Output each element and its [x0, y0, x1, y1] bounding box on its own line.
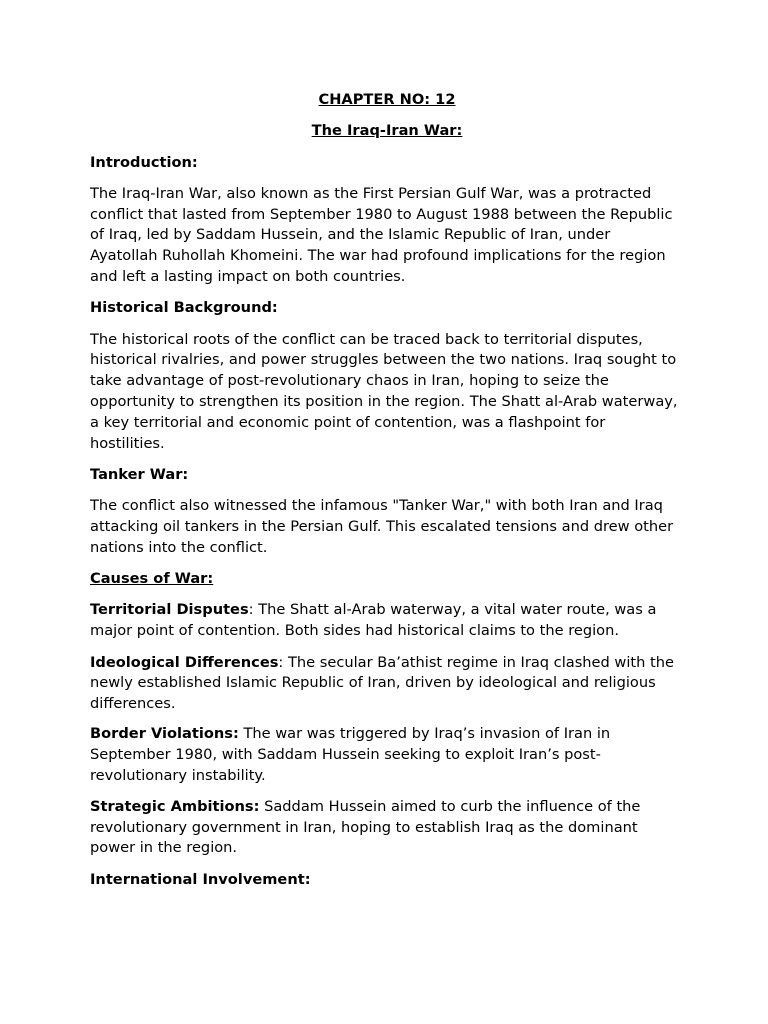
cause-term: Ideological Differences — [90, 653, 279, 671]
historical-background-heading: Historical Background: — [90, 299, 278, 317]
introduction-paragraph: The Iraq-Iran War, also known as the First Persian Gulf War, was a protracted conflict that lasted from September 1980 to August 1988 between the Republic of Iraq, led by Saddam Hussein, and the Islamic Republic of Iran, under Ayatollah Ruhollah Khomeini. The war had profound implications for the region and left a lasting impact on both countries. — [90, 184, 673, 286]
cause-text: Saddam Hussein aimed to curb the influence of the revolutionary government in Iran, hoping to establish Iraq as the dominant power in the region. — [90, 797, 641, 857]
cause-text: The war was triggered by Iraq’s invasion of Iran in September 1980, with Saddam Hussein seeking to exploit Iran’s post-revolutionary instability. — [90, 724, 611, 784]
document-page — [90, 90, 680, 901]
international-involvement-heading: International Involvement: — [90, 870, 311, 888]
causes-of-war-heading: Causes of War: — [90, 570, 214, 588]
cause-text: : The Shatt al-Arab waterway, a vital water route, was a major point of contention. Both sides had historical claims to the region. — [90, 601, 657, 640]
cause-border-violations — [90, 724, 680, 786]
cause-territorial-disputes — [90, 600, 680, 642]
tanker-war-heading: Tanker War: — [90, 465, 189, 483]
cause-term: Strategic Ambitions: — [90, 797, 260, 815]
historical-background-paragraph: The historical roots of the conflict can be traced back to territorial disputes, historical rivalries, and power struggles between the two nations. Iraq sought to take advantage of post-revolutionary chaos in Iran, hoping to seize the opportunity to strengthen its position in the region. The Shatt al-Arab waterway, a key territorial and economic point of contention, was a flashpoint for hostilities. — [90, 330, 678, 452]
cause-text: : The secular Ba’athist regime in Iraq clashed with the newly established Islamic Republic of Iran, driven by ideological and religious differences. — [90, 653, 674, 713]
cause-term: Border Violations: — [90, 724, 239, 742]
tanker-war-paragraph: The conflict also witnessed the infamous "Tanker War," with both Iran and Iraq attacking oil tankers in the Persian Gulf. This escalated tensions and drew other nations into the conflict. — [90, 497, 674, 556]
document-title: The Iraq-Iran War: — [311, 122, 463, 140]
cause-ideological-differences — [90, 653, 680, 715]
chapter-heading: CHAPTER NO: 12 — [318, 91, 456, 108]
cause-term: Territorial Disputes — [90, 601, 249, 619]
introduction-heading: Introduction: — [90, 153, 198, 171]
cause-strategic-ambitions — [90, 797, 680, 859]
